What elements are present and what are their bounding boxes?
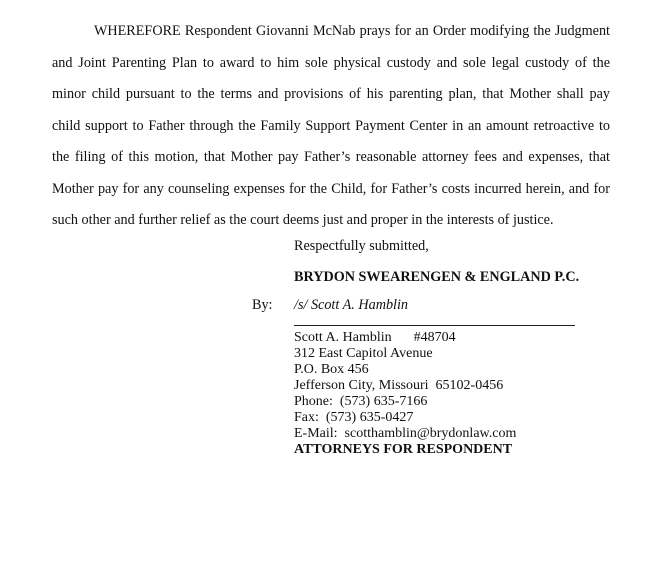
paragraph-line: minor child pursuant to the terms and provisions of his parenting plan, that Mother shall pay xyxy=(52,86,610,102)
paragraph-line: Mother pay for any counseling expenses for the Child, for Father’s costs incurred herein, and for xyxy=(52,181,610,197)
signature-line xyxy=(294,325,575,326)
attorney-role: ATTORNEYS FOR RESPONDENT xyxy=(294,442,513,457)
address-line-1: 312 East Capitol Avenue xyxy=(294,346,433,361)
paragraph-line: WHEREFORE Respondent Giovanni McNab prays for an Order modifying the Judgment xyxy=(94,23,610,39)
phone: Phone: (573) 635-7166 xyxy=(294,394,428,409)
paragraph-line: and Joint Parenting Plan to award to him sole physical custody and sole legal custody of the xyxy=(52,55,610,71)
attorney-name-line xyxy=(294,330,516,346)
bar-number: #48704 xyxy=(413,330,456,345)
paragraph-line: such other and further relief as the court deems just and proper in the interests of justice. xyxy=(52,212,554,228)
signature: /s/ Scott A. Hamblin xyxy=(294,297,409,313)
firm-name: BRYDON SWEARENGEN & ENGLAND P.C. xyxy=(294,269,580,285)
by-label: By: xyxy=(252,297,273,313)
fax: Fax: (573) 635-0427 xyxy=(294,410,414,425)
attorney-block xyxy=(294,330,516,458)
closing: Respectfully submitted, xyxy=(294,238,429,254)
paragraph-line: the filing of this motion, that Mother pay Father’s reasonable attorney fees and expenses, that xyxy=(52,149,610,165)
city-line: Jefferson City, Missouri 65102-0456 xyxy=(294,378,504,393)
paragraph-line: child support to Father through the Family Support Payment Center in an amount retroactive to xyxy=(52,118,610,134)
address-line-2: P.O. Box 456 xyxy=(294,362,369,377)
email: E-Mail: scotthamblin@brydonlaw.com xyxy=(294,426,517,441)
attorney-name: Scott A. Hamblin xyxy=(294,330,392,345)
